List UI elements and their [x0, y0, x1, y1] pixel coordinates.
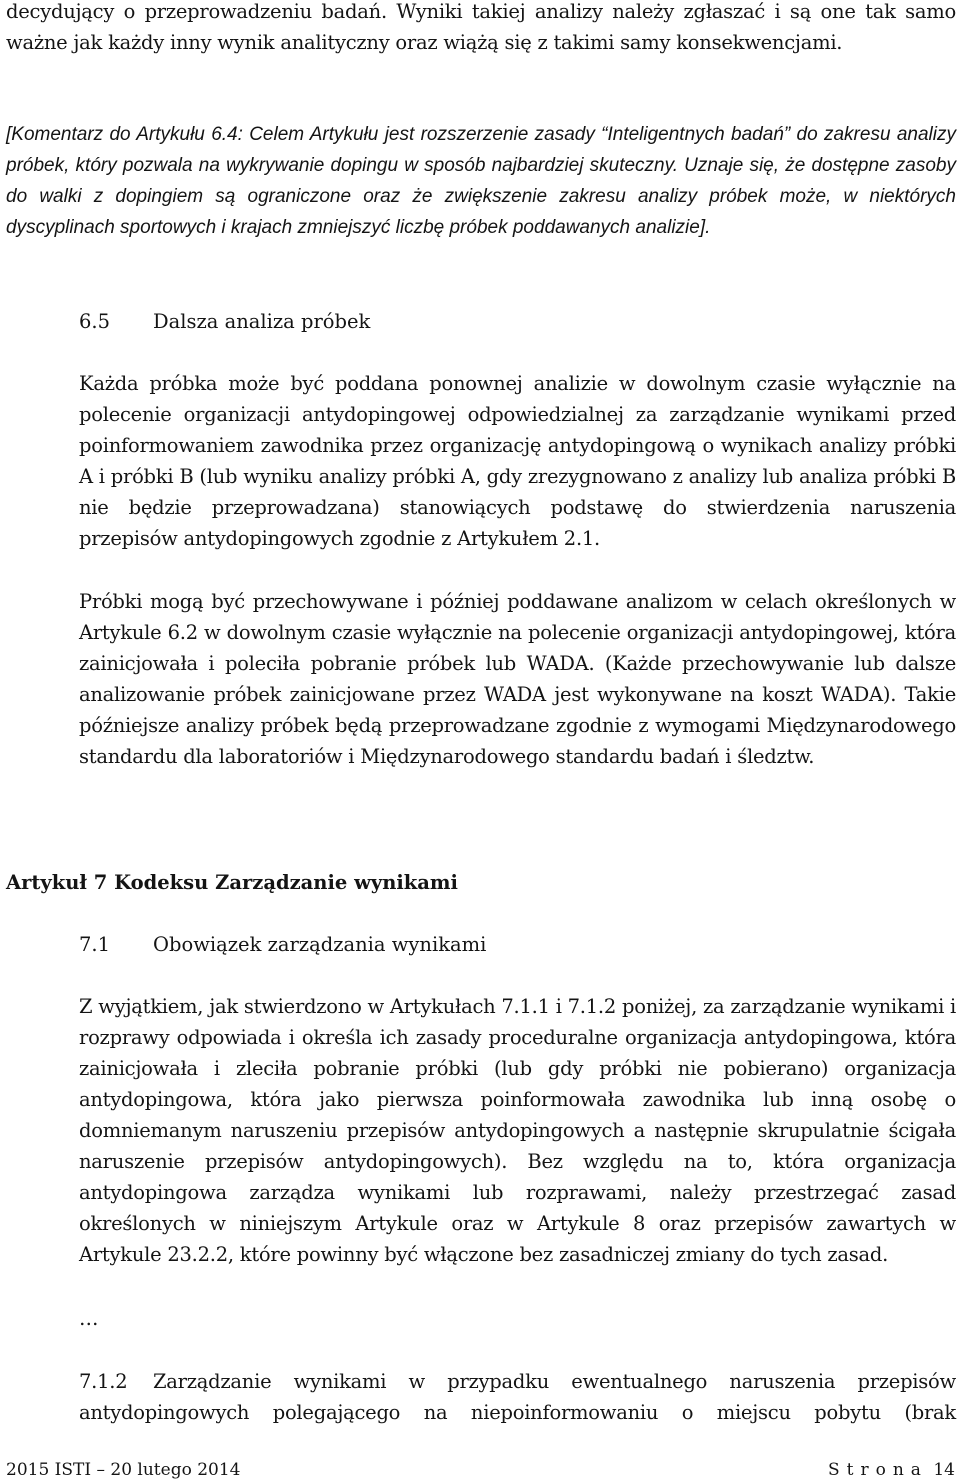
section-text: Zarządzanie wynikami w przypadku ewentualnego naruszenia przepisów — [153, 1370, 956, 1393]
paragraph-6-5-reanalysis: Każda próbka może być poddana ponownej analizie w dowolnym czasie wyłącznie na polecenie organizacji antydopingowej odpowiedzialnej za zarządzanie wynikami przed poinformowaniem zawodnika przez organizację antydopingową o wynikach analizy próbki A i próbki B (lub wyniku analizy próbki A, gdy zrezygnowano z analizy lub analiza próbki B nie będzie przeprowadzana) stanowiących podstawę do stwierdzenia naruszenia przepisów antydopingowych zgodnie z Artykułem 2.1. — [79, 372, 956, 550]
section-number: 7.1.2 — [79, 1370, 128, 1393]
section-7-1-2-line2: antydopingowych polegającego na niepoinformowaniu o miejscu pobytu (brak — [79, 1401, 956, 1424]
footer-page-word: Strona — [828, 1460, 928, 1480]
comment-article-6-4: [Komentarz do Artykułu 6.4: Celem Artykułu jest rozszerzenie zasady “Inteligentnych badań” do zakresu analizy próbek, który pozwala na wykrywanie dopingu w sposób najbardziej skuteczny. Uznaje się, że dostępne zasoby do walki z dopingiem są ograniczone oraz że zwiększenie zakresu analizy próbek może, w niektórych dyscyplinach sportowych i krajach zmniejszyć liczbę próbek poddawanych analizie]. — [6, 124, 956, 238]
section-heading-6-5 — [79, 306, 939, 337]
section-number: 7.1 — [79, 933, 111, 956]
section-heading-7-1 — [79, 929, 939, 960]
section-7-1-2-line1 — [79, 1366, 956, 1397]
paragraph-continuation: decydujący o przeprowadzeniu badań. Wyniki takiej analizy należy zgłaszać i są one tak samo ważne jak każdy inny wynik analityczny oraz wiążą się z takimi samy konsekwencjami. — [6, 0, 956, 54]
ellipsis: … — [79, 1307, 99, 1330]
section-7-1-2 — [79, 1366, 956, 1428]
article-7-heading: Artykuł 7 Kodeksu Zarządzanie wynikami — [6, 871, 458, 894]
paragraph-6-5-storage: Próbki mogą być przechowywane i później poddawane analizom w celach określonych w Artykule 6.2 w dowolnym czasie wyłącznie na polecenie organizacji antydopingowej, która zainicjowała i poleciła pobranie próbek lub WADA. (Każde przechowywanie lub dalsze analizowanie próbek zainicjowane przez WADA jest wykonywane na koszt WADA). Takie późniejsze analizy próbek będą przeprowadzane zgodnie z wymogami Międzynarodowego standardu dla laboratoriów i Międzynarodowego standardu badań i śledztw. — [79, 590, 956, 768]
paragraph-7-1-responsibility: Z wyjątkiem, jak stwierdzono w Artykułach 7.1.1 i 7.1.2 poniżej, za zarządzanie wynikami i rozprawy odpowiada i określa ich zasady proceduralne organizacja antydopingowa, która zainicjowała i zleciła pobranie próbki (lub gdy próbki nie pobierano) organizacja antydopingowa, która jako pierwsza poinformowała zawodnika lub inną osobę o domniemanym naruszeniu przepisów antydopingowych a następnie skrupulatnie ścigała naruszenie przepisów antydopingowych). Bez względu na to, która organizacja antydopingowa zarządza wynikami lub rozprawami, należy przestrzegać zasad określonych w niniejszym Artykule oraz w Artykule 8 oraz przepisów zawartych w Artykule 23.2.2, które powinny być włączone bez zasadniczej zmiany do tych zasad. — [79, 995, 956, 1266]
footer-page-number: 14 — [933, 1460, 955, 1480]
section-title: Dalsza analiza próbek — [153, 310, 371, 333]
section-number: 6.5 — [79, 310, 111, 333]
footer-date: 2015 ISTI – 20 lutego 2014 — [6, 1460, 241, 1480]
section-title: Obowiązek zarządzania wynikami — [153, 933, 487, 956]
footer-page — [828, 1458, 955, 1482]
